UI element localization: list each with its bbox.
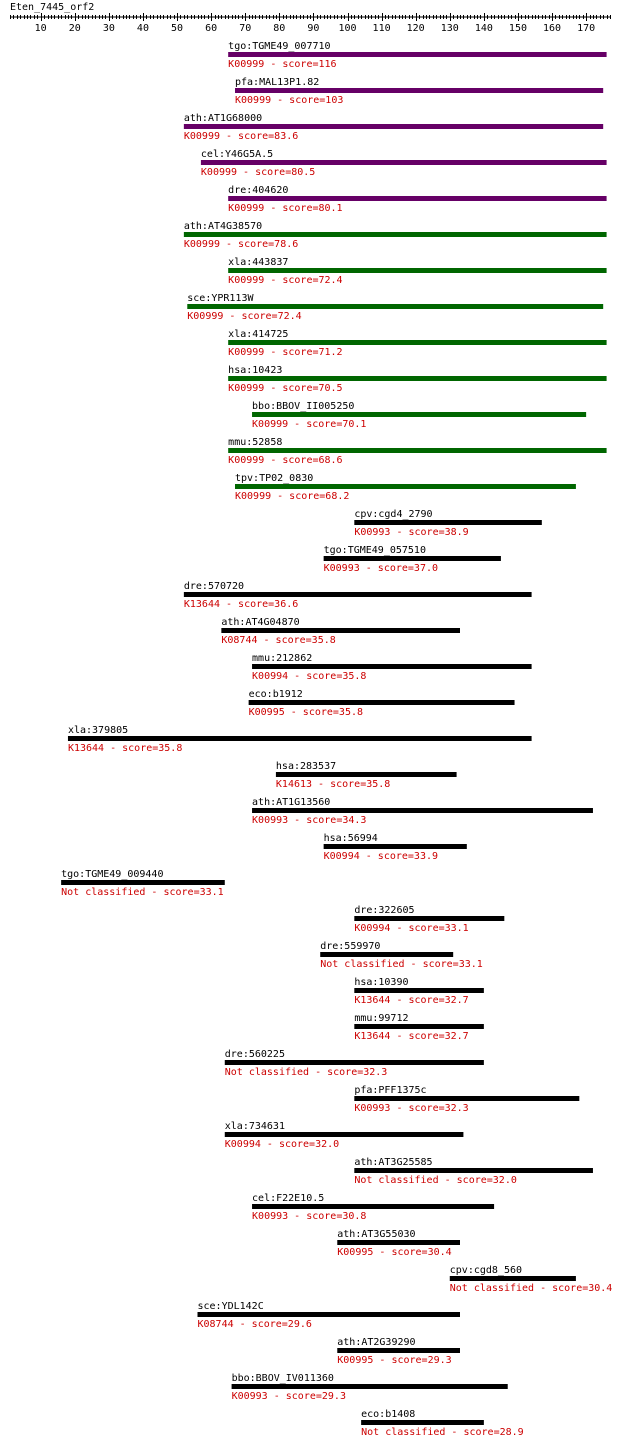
hit-alignment-bar[interactable] (225, 1132, 464, 1137)
hit-score-label[interactable]: K13644 - score=36.6 (183, 599, 299, 610)
hit-alignment-bar[interactable] (337, 1240, 460, 1245)
ruler-tick-label: 90 (307, 23, 320, 34)
hit-score-label[interactable]: K08744 - score=35.8 (221, 635, 336, 646)
hit-row[interactable] (249, 689, 515, 718)
hit-row[interactable] (354, 977, 484, 1006)
hit-score-label[interactable]: Not classified - score=28.9 (361, 1427, 524, 1438)
hit-row[interactable] (337, 1337, 460, 1366)
hit-alignment-bar[interactable] (324, 844, 467, 849)
hit-row[interactable] (320, 941, 483, 970)
ruler-tick-label: 40 (136, 23, 149, 34)
hit-alignment-bar[interactable] (354, 1168, 593, 1173)
hit-alignment-bar[interactable] (252, 808, 593, 813)
hit-alignment-bar[interactable] (324, 556, 501, 561)
hit-row[interactable] (252, 1193, 494, 1222)
ruler-tick-label: 10 (34, 23, 47, 34)
hit-alignment-bar[interactable] (235, 88, 603, 93)
hit-score-label[interactable]: K00993 - score=34.3 (252, 815, 367, 826)
hit-alignment-bar[interactable] (198, 1312, 461, 1317)
hit-name-link[interactable]: ath:AT3G25585 (354, 1157, 433, 1168)
hit-alignment-bar[interactable] (221, 628, 460, 633)
hit-row[interactable] (68, 725, 532, 754)
ruler-tick-label: 30 (102, 23, 115, 34)
ruler-tick-label: 170 (577, 23, 596, 34)
hit-alignment-bar[interactable] (68, 736, 532, 741)
hit-name-link[interactable]: ath:AT3G55030 (337, 1229, 416, 1240)
hit-name-link[interactable]: eco:b1912 (248, 689, 303, 700)
hit-name-link[interactable]: mmu:99712 (354, 1013, 409, 1024)
hit-alignment-bar[interactable] (228, 340, 606, 345)
hit-alignment-bar[interactable] (450, 1276, 576, 1281)
hit-row[interactable] (324, 833, 467, 862)
hit-row[interactable] (252, 653, 532, 682)
hit-score-label[interactable]: K00999 - score=80.5 (200, 167, 316, 178)
hit-alignment-bar[interactable] (228, 376, 606, 381)
ruler-tick-label: 120 (406, 23, 425, 34)
position-ruler (10, 13, 611, 34)
hit-score-label[interactable]: K00999 - score=71.2 (228, 347, 343, 358)
hit-score-label[interactable]: K00999 - score=103 (235, 95, 344, 106)
hit-score-label[interactable]: K00993 - score=32.3 (354, 1103, 469, 1114)
hit-score-label[interactable]: K00995 - score=29.3 (337, 1355, 452, 1366)
hit-name-link[interactable]: cpv:cgd8_560 (449, 1265, 523, 1276)
hit-name-link[interactable]: ath:AT2G39290 (337, 1337, 416, 1348)
hit-alignment-bar[interactable] (361, 1420, 484, 1425)
hit-score-label[interactable]: K00999 - score=72.4 (228, 275, 343, 286)
hit-score-label[interactable]: K00999 - score=68.2 (235, 491, 350, 502)
hit-alignment-bar[interactable] (320, 952, 453, 957)
hit-row[interactable] (184, 113, 603, 142)
hit-name-link[interactable]: cel:Y46G5A.5 (200, 149, 274, 160)
hit-name-link[interactable]: pfa:MAL13P1.82 (235, 77, 320, 88)
ruler-tick-label: 100 (338, 23, 357, 34)
hit-score-label[interactable]: K08744 - score=29.6 (197, 1319, 312, 1330)
hit-name-link[interactable]: ath:AT4G04870 (221, 617, 300, 628)
hit-score-label[interactable]: K00999 - score=116 (228, 59, 337, 70)
hit-alignment-bar[interactable] (354, 1096, 579, 1101)
hit-score-label[interactable]: K00993 - score=38.9 (354, 527, 469, 538)
hit-row[interactable] (361, 1409, 524, 1438)
hit-score-label[interactable]: K00999 - score=83.6 (183, 131, 299, 142)
hit-name-link[interactable]: tpv:TP02_0830 (235, 473, 314, 484)
hit-score-label[interactable]: Not classified - score=33.1 (61, 887, 224, 898)
hit-row[interactable] (252, 797, 593, 826)
hit-score-label[interactable]: K00999 - score=80.1 (228, 203, 343, 214)
hit-name-link[interactable]: cel:F22E10.5 (252, 1193, 325, 1204)
hit-name-link[interactable]: dre:560225 (224, 1049, 285, 1060)
hit-row[interactable] (228, 329, 606, 358)
hit-row[interactable] (276, 761, 457, 790)
hit-row[interactable] (324, 545, 501, 574)
ruler-tick-label: 150 (508, 23, 527, 34)
hit-score-label[interactable]: K13644 - score=32.7 (354, 995, 469, 1006)
hit-row[interactable] (252, 401, 586, 430)
hit-alignment-bar[interactable] (354, 1024, 484, 1029)
hit-score-label[interactable]: K00994 - score=35.8 (252, 671, 367, 682)
hit-row[interactable] (187, 293, 603, 322)
hit-name-link[interactable]: bbo:BBOV_II005250 (252, 401, 355, 412)
hit-name-link[interactable]: dre:404620 (228, 185, 289, 196)
hit-row[interactable] (354, 905, 504, 934)
ruler-tick-label: 160 (543, 23, 562, 34)
hit-score-label[interactable]: K00995 - score=35.8 (248, 707, 364, 718)
hit-row[interactable] (354, 1157, 593, 1186)
hit-row[interactable] (221, 617, 460, 646)
hit-name-link[interactable]: dre:322605 (354, 905, 415, 916)
ruler-tick-label: 70 (239, 23, 252, 34)
hit-score-label[interactable]: K00994 - score=32.0 (224, 1139, 340, 1150)
hit-name-link[interactable]: xla:443837 (228, 257, 289, 268)
ruler-tick-label: 20 (68, 23, 81, 34)
hit-row[interactable] (232, 1373, 508, 1402)
ruler-tick-label: 130 (440, 23, 459, 34)
hit-alignment-bar[interactable] (201, 160, 607, 165)
hit-name-link[interactable]: dre:559970 (320, 941, 381, 952)
hit-row[interactable] (225, 1121, 464, 1150)
hit-alignment-bar[interactable] (184, 232, 607, 237)
hit-name-link[interactable]: ath:AT4G38570 (183, 221, 263, 232)
hit-row[interactable] (354, 1013, 484, 1042)
hit-alignment-bar[interactable] (337, 1348, 460, 1353)
hit-name-link[interactable]: mmu:52858 (228, 437, 283, 448)
hit-alignment-bar[interactable] (228, 52, 606, 57)
ruler-tick-label: 140 (474, 23, 493, 34)
hit-score-label[interactable]: Not classified - score=32.3 (224, 1067, 388, 1078)
hit-name-link[interactable]: bbo:BBOV_IV011360 (231, 1373, 334, 1384)
hit-row[interactable] (235, 473, 576, 502)
hit-alignment-bar[interactable] (184, 124, 603, 129)
hit-name-link[interactable]: tgo:TGME49_057510 (323, 545, 426, 556)
hit-score-label[interactable]: K00993 - score=29.3 (231, 1391, 346, 1402)
hit-row[interactable] (198, 1301, 461, 1330)
query-title: Eten_7445_orf2 (10, 2, 95, 13)
ruler-tick-label: 50 (171, 23, 184, 34)
hit-row[interactable] (201, 149, 607, 178)
hit-name-link[interactable]: sce:YDL142C (197, 1301, 264, 1312)
hit-row[interactable] (337, 1229, 460, 1258)
hit-name-link[interactable]: ath:AT1G13560 (252, 797, 331, 808)
hit-name-link[interactable]: dre:570720 (183, 581, 245, 592)
hit-score-label[interactable]: K00999 - score=72.4 (187, 311, 302, 322)
hit-name-link[interactable]: xla:379805 (67, 725, 129, 736)
hit-name-link[interactable]: cpv:cgd4_2790 (354, 509, 433, 520)
hit-score-label[interactable]: K14613 - score=35.8 (275, 779, 391, 790)
hit-name-link[interactable]: pfa:PFF1375c (354, 1085, 427, 1096)
hit-row[interactable] (228, 41, 606, 70)
hit-name-link[interactable]: tgo:TGME49_007710 (228, 41, 331, 52)
ruler-tick-label: 80 (273, 23, 286, 34)
hit-alignment-bar[interactable] (228, 448, 606, 453)
hit-alignment-bar[interactable] (187, 304, 603, 309)
hit-name-link[interactable]: hsa:10390 (354, 977, 409, 988)
hit-score-label[interactable]: K00999 - score=78.6 (183, 239, 299, 250)
ruler-tick-label: 60 (205, 23, 218, 34)
hit-name-link[interactable]: mmu:212862 (252, 653, 313, 664)
hit-name-link[interactable]: xla:414725 (228, 329, 289, 340)
hit-score-label[interactable]: Not classified - score=32.0 (354, 1175, 517, 1186)
hit-score-label[interactable]: K00994 - score=33.1 (354, 923, 469, 934)
hit-alignment-bar[interactable] (354, 988, 484, 993)
hit-row[interactable] (228, 257, 606, 286)
hit-row[interactable] (184, 221, 607, 250)
ruler-tick-label: 110 (372, 23, 391, 34)
hit-score-label[interactable]: K00993 - score=37.0 (323, 563, 439, 574)
hit-name-link[interactable]: ath:AT1G68000 (183, 113, 263, 124)
hit-row[interactable] (228, 185, 606, 214)
hit-alignment-bar[interactable] (252, 664, 532, 669)
hit-row[interactable] (184, 581, 532, 610)
hit-score-label[interactable]: K00994 - score=33.9 (323, 851, 439, 862)
hit-row[interactable] (225, 1049, 484, 1078)
hit-alignment-bar[interactable] (354, 916, 504, 921)
hit-alignment-bar[interactable] (249, 700, 515, 705)
hit-alignment-bar[interactable] (354, 520, 542, 525)
hit-alignment-bar[interactable] (252, 1204, 494, 1209)
hit-name-link[interactable]: sce:YPR113W (187, 293, 254, 304)
hit-score-label[interactable]: K00999 - score=70.1 (252, 419, 367, 430)
hit-score-label[interactable]: K00995 - score=30.4 (337, 1247, 452, 1258)
hit-alignment-bar[interactable] (235, 484, 576, 489)
hit-alignment-bar[interactable] (228, 196, 606, 201)
hit-row[interactable] (354, 1085, 579, 1114)
hit-alignment-bar[interactable] (252, 412, 586, 417)
hit-list (61, 41, 612, 1438)
hit-row[interactable] (228, 437, 606, 466)
hit-alignment-bar[interactable] (232, 1384, 508, 1389)
hit-alignment-bar[interactable] (228, 268, 606, 273)
hit-row[interactable] (354, 509, 542, 538)
hit-score-label[interactable]: K00999 - score=70.5 (228, 383, 343, 394)
hit-row[interactable] (228, 365, 606, 394)
hit-name-link[interactable]: eco:b1408 (361, 1409, 416, 1420)
hit-score-label[interactable]: K00999 - score=68.6 (228, 455, 343, 466)
hit-row[interactable] (450, 1265, 613, 1294)
hit-score-label[interactable]: Not classified - score=33.1 (320, 959, 483, 970)
hit-alignment-bar[interactable] (61, 880, 225, 885)
hit-name-link[interactable]: hsa:283537 (275, 761, 337, 772)
hit-alignment-bar[interactable] (225, 1060, 484, 1065)
hit-row[interactable] (61, 869, 225, 898)
hit-score-label[interactable]: K13644 - score=35.8 (67, 743, 183, 754)
hit-name-link[interactable]: hsa:10423 (228, 365, 283, 376)
hit-score-label[interactable]: K00993 - score=30.8 (252, 1211, 367, 1222)
hit-name-link[interactable]: tgo:TGME49_009440 (61, 869, 164, 880)
hit-name-link[interactable]: hsa:56994 (323, 833, 378, 844)
hit-row[interactable] (235, 77, 603, 106)
hit-score-label[interactable]: Not classified - score=30.4 (449, 1283, 613, 1294)
hit-name-link[interactable]: xla:734631 (224, 1121, 285, 1132)
hit-score-label[interactable]: K13644 - score=32.7 (354, 1031, 469, 1042)
hit-alignment-bar[interactable] (184, 592, 532, 597)
hit-alignment-bar[interactable] (276, 772, 457, 777)
